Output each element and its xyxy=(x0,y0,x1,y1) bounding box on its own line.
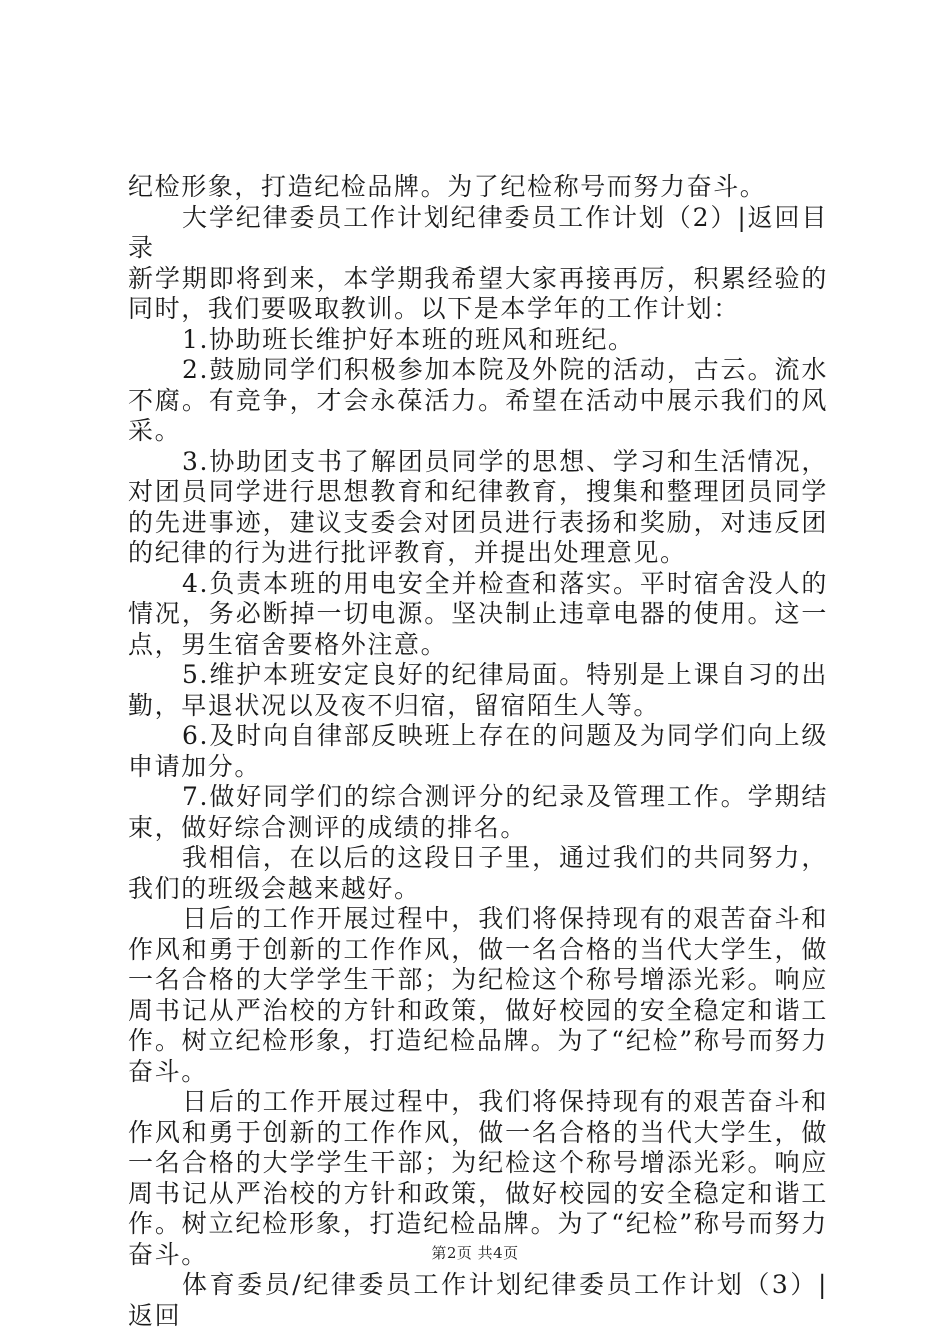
paragraph-section-heading-3: 体育委员/纪律委员工作计划纪律委员工作计划（3）|返回 xyxy=(128,1270,828,1330)
paragraph-future-work-1: 日后的工作开展过程中，我们将保持现有的艰苦奋斗和作风和勇于创新的工作作风，做一名合格的当代大学生，做一名合格的大学学生干部；为纪检这个称号增添光彩。响应周书记从严治校的方针和政策，做好校园的安全稳定和谐工作。树立纪检形象，打造纪检品牌。为了“纪检”称号而努力奋斗。 xyxy=(128,904,828,1086)
paragraph-2-section-heading: 大学纪律委员工作计划纪律委员工作计划（2）|返回目录 xyxy=(128,202,828,262)
list-item-3: 3.协助团支书了解团员同学的思想、学习和生活情况，对团员同学进行思想教育和纪律教育，搜集和整理团员同学的先进事迹，建议支委会对团员进行表扬和奖励，对违反团的纪律的行为进行批评教育，并提出处理意见。 xyxy=(128,446,828,567)
document-body xyxy=(128,172,828,1331)
list-item-1: 1.协助班长维护好本班的班风和班纪。 xyxy=(182,324,635,354)
paragraph-1: 纪检形象，打造纪检品牌。为了纪检称号而努力奋斗。 xyxy=(128,172,767,201)
paragraph-future-work-2: 日后的工作开展过程中，我们将保持现有的艰苦奋斗和作风和勇于创新的工作作风，做一名合格的当代大学生，做一名合格的大学学生干部；为纪检这个称号增添光彩。响应周书记从严治校的方针和政策，做好校园的安全稳定和谐工作。树立纪检形象，打造纪检品牌。为了“纪检”称号而努力奋斗。 xyxy=(128,1087,828,1269)
list-item-2: 2.鼓励同学们积极参加本院及外院的活动，古云。流水不腐。有竞争，才会永葆活力。希望在活动中展示我们的风采。 xyxy=(128,355,828,445)
paragraph-closing-belief: 我相信，在以后的这段日子里，通过我们的共同努力，我们的班级会越来越好。 xyxy=(128,843,828,903)
list-item-5: 5.维护本班安定良好的纪律局面。特别是上课自习的出勤，早退状况以及夜不归宿，留宿陌生人等。 xyxy=(128,660,828,720)
list-item-6: 6.及时向自律部反映班上存在的问题及为同学们向上级申请加分。 xyxy=(128,721,828,781)
paragraph-3: 新学期即将到来，本学期我希望大家再接再厉，积累经验的同时，我们要吸取教训。以下是本学年的工作计划： xyxy=(128,263,828,323)
list-item-7: 7.做好同学们的综合测评分的纪录及管理工作。学期结束，做好综合测评的成绩的排名。 xyxy=(128,782,828,842)
list-item-4: 4.负责本班的用电安全并检查和落实。平时宿舍没人的情况，务必断掉一切电源。坚决制止违章电器的使用。这一点，男生宿舍要格外注意。 xyxy=(128,568,828,659)
page-number-footer: 第2页 共4页 xyxy=(431,1244,519,1262)
